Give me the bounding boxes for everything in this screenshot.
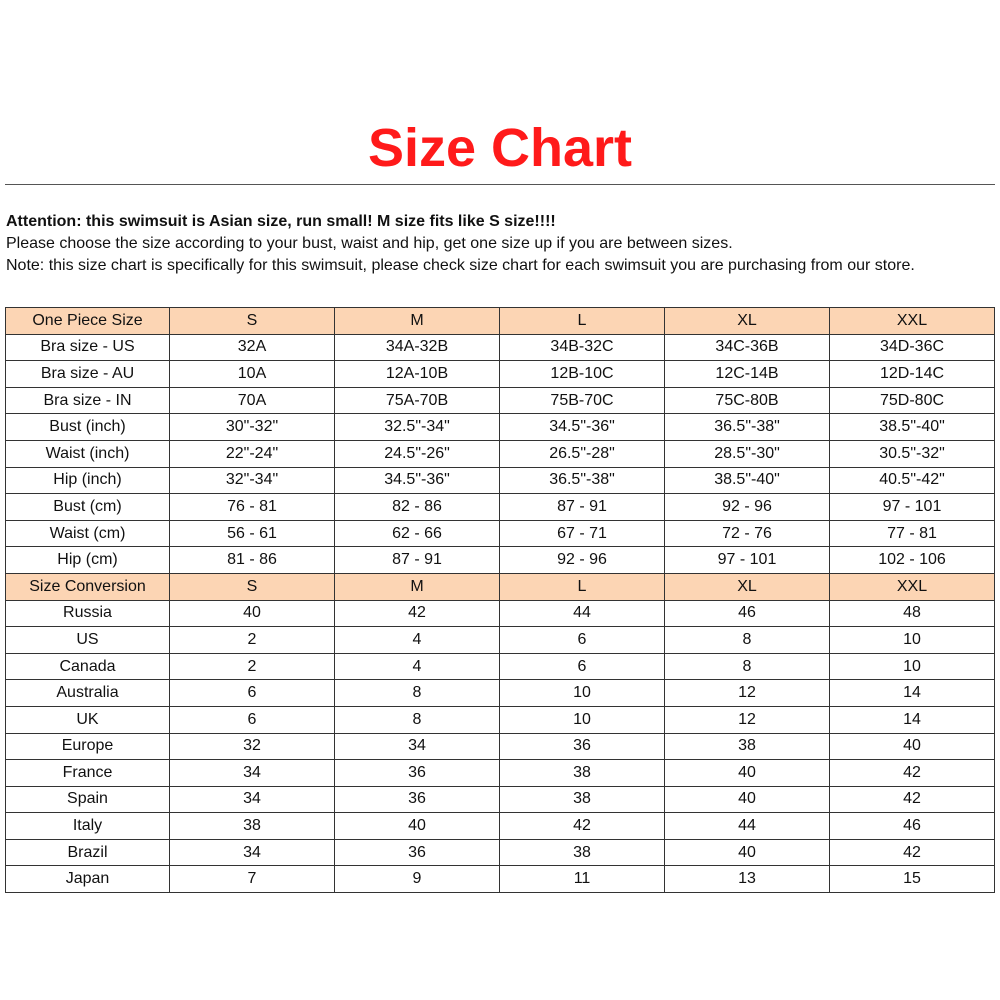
value-cell: 30"-32" [170,414,335,441]
row-label-cell: Japan [6,866,170,893]
value-cell: 12C-14B [665,361,830,388]
value-cell: 12 [665,680,830,707]
value-cell: 70A [170,387,335,414]
conversion-row [6,627,995,654]
value-cell: 34 [170,786,335,813]
conversion-row [6,733,995,760]
row-label-cell: Hip (inch) [6,467,170,494]
conversion-row [6,600,995,627]
value-cell: 46 [665,600,830,627]
size-chart-table [5,307,995,893]
conversion-row [6,760,995,787]
value-cell: 10 [500,680,665,707]
value-cell: 72 - 76 [665,520,830,547]
value-cell: 75D-80C [830,387,995,414]
conversion-row [6,866,995,893]
value-cell: 38.5"-40" [830,414,995,441]
value-cell: 36.5"-38" [665,414,830,441]
value-cell: 48 [830,600,995,627]
row-label-cell: Waist (inch) [6,440,170,467]
size-column-header: XXL [830,573,995,600]
value-cell: 42 [500,813,665,840]
row-label-cell: UK [6,706,170,733]
size-column-header: XXL [830,308,995,335]
value-cell: 12A-10B [335,361,500,388]
value-cell: 36.5"-38" [500,467,665,494]
value-cell: 38 [500,786,665,813]
size-column-header: M [335,308,500,335]
value-cell: 102 - 106 [830,547,995,574]
value-cell: 36 [335,839,500,866]
value-cell: 42 [830,786,995,813]
row-label-cell: Waist (cm) [6,520,170,547]
row-label-cell: Bra size - IN [6,387,170,414]
value-cell: 12D-14C [830,361,995,388]
row-label-cell: Italy [6,813,170,840]
size-column-header: M [335,573,500,600]
value-cell: 10 [830,627,995,654]
size-row [6,361,995,388]
value-cell: 24.5"-26" [335,440,500,467]
value-cell: 34 [335,733,500,760]
value-cell: 40 [665,786,830,813]
value-cell: 40 [830,733,995,760]
sizing-advice-note: Please choose the size according to your bust, waist and hip, get one size up if you are between sizes. [6,235,733,252]
size-row [6,414,995,441]
value-cell: 7 [170,866,335,893]
size-row [6,547,995,574]
row-label-cell: Bra size - US [6,334,170,361]
value-cell: 11 [500,866,665,893]
size-chart-body [6,308,995,893]
size-column-header: XL [665,573,830,600]
value-cell: 40 [170,600,335,627]
value-cell: 30.5"-32" [830,440,995,467]
value-cell: 14 [830,680,995,707]
size-row [6,387,995,414]
value-cell: 8 [665,653,830,680]
value-cell: 34D-36C [830,334,995,361]
attention-note: Attention: this swimsuit is Asian size, run small! M size fits like S size!!!! [6,213,556,230]
value-cell: 6 [500,653,665,680]
value-cell: 10 [500,706,665,733]
conversion-row [6,786,995,813]
row-label-cell: Spain [6,786,170,813]
page-title: Size Chart [367,118,633,178]
value-cell: 8 [665,627,830,654]
value-cell: 34 [170,760,335,787]
value-cell: 82 - 86 [335,494,500,521]
conversion-row [6,839,995,866]
size-row [6,334,995,361]
value-cell: 26.5"-28" [500,440,665,467]
size-row [6,467,995,494]
size-column-header: S [170,308,335,335]
row-label-cell: Brazil [6,839,170,866]
value-cell: 40 [665,760,830,787]
value-cell: 67 - 71 [500,520,665,547]
value-cell: 92 - 96 [500,547,665,574]
value-cell: 44 [665,813,830,840]
value-cell: 97 - 101 [665,547,830,574]
value-cell: 2 [170,627,335,654]
one-piece-size-header-row [6,308,995,335]
value-cell: 13 [665,866,830,893]
row-label-cell: Bra size - AU [6,361,170,388]
value-cell: 32"-34" [170,467,335,494]
size-column-header: S [170,573,335,600]
notes-block [6,211,996,277]
value-cell: 9 [335,866,500,893]
value-cell: 6 [170,680,335,707]
value-cell: 46 [830,813,995,840]
value-cell: 40 [665,839,830,866]
value-cell: 28.5"-30" [665,440,830,467]
value-cell: 32.5"-34" [335,414,500,441]
value-cell: 87 - 91 [335,547,500,574]
value-cell: 40.5"-42" [830,467,995,494]
row-label-cell: US [6,627,170,654]
row-label-cell: Hip (cm) [6,547,170,574]
value-cell: 12 [665,706,830,733]
size-row [6,494,995,521]
value-cell: 4 [335,653,500,680]
value-cell: 22"-24" [170,440,335,467]
value-cell: 38 [665,733,830,760]
value-cell: 38 [500,839,665,866]
value-cell: 56 - 61 [170,520,335,547]
conversion-row [6,706,995,733]
value-cell: 36 [335,760,500,787]
value-cell: 92 - 96 [665,494,830,521]
value-cell: 34B-32C [500,334,665,361]
size-conversion-header-row [6,573,995,600]
value-cell: 81 - 86 [170,547,335,574]
conversion-row [6,653,995,680]
value-cell: 42 [830,760,995,787]
row-label-cell: Australia [6,680,170,707]
value-cell: 4 [335,627,500,654]
size-row [6,440,995,467]
value-cell: 75A-70B [335,387,500,414]
value-cell: 34.5"-36" [500,414,665,441]
value-cell: 97 - 101 [830,494,995,521]
value-cell: 44 [500,600,665,627]
row-label-cell: Canada [6,653,170,680]
store-note: Note: this size chart is specifically for this swimsuit, please check size chart for each swimsuit you are purchasing from our store. [6,257,915,274]
value-cell: 62 - 66 [335,520,500,547]
value-cell: 34A-32B [335,334,500,361]
value-cell: 38 [500,760,665,787]
value-cell: 42 [335,600,500,627]
conversion-row [6,680,995,707]
value-cell: 36 [500,733,665,760]
value-cell: 87 - 91 [500,494,665,521]
value-cell: 40 [335,813,500,840]
value-cell: 8 [335,680,500,707]
header-row-label: One Piece Size [6,308,170,335]
value-cell: 34 [170,839,335,866]
value-cell: 8 [335,706,500,733]
value-cell: 6 [170,706,335,733]
value-cell: 15 [830,866,995,893]
row-label-cell: Russia [6,600,170,627]
conversion-row [6,813,995,840]
row-label-cell: Europe [6,733,170,760]
value-cell: 32 [170,733,335,760]
value-cell: 77 - 81 [830,520,995,547]
row-label-cell: Bust (inch) [6,414,170,441]
value-cell: 12B-10C [500,361,665,388]
value-cell: 38 [170,813,335,840]
value-cell: 75C-80B [665,387,830,414]
value-cell: 14 [830,706,995,733]
value-cell: 10A [170,361,335,388]
row-label-cell: Bust (cm) [6,494,170,521]
value-cell: 38.5"-40" [665,467,830,494]
value-cell: 10 [830,653,995,680]
size-column-header: XL [665,308,830,335]
value-cell: 36 [335,786,500,813]
header-row-label: Size Conversion [6,573,170,600]
value-cell: 42 [830,839,995,866]
value-cell: 32A [170,334,335,361]
value-cell: 34.5"-36" [335,467,500,494]
value-cell: 75B-70C [500,387,665,414]
value-cell: 76 - 81 [170,494,335,521]
size-row [6,520,995,547]
value-cell: 34C-36B [665,334,830,361]
title-divider [5,184,995,185]
size-column-header: L [500,308,665,335]
value-cell: 6 [500,627,665,654]
size-column-header: L [500,573,665,600]
row-label-cell: France [6,760,170,787]
value-cell: 2 [170,653,335,680]
